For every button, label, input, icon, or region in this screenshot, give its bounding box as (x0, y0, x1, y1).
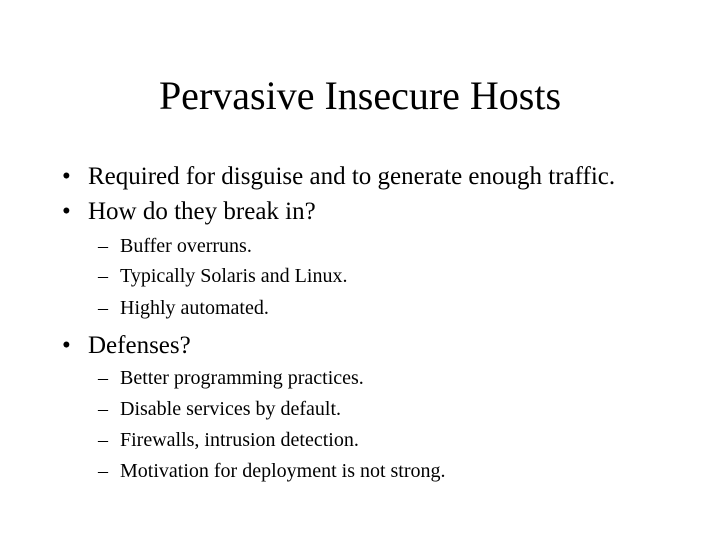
dash-marker: – (98, 265, 108, 287)
sub-bullet-text: Motivation for deployment is not strong. (120, 460, 446, 482)
dash-marker: – (98, 367, 108, 389)
dash-marker: – (98, 297, 108, 319)
sub-bullet-text: Firewalls, intrusion detection. (120, 429, 359, 451)
slide-title-text: Pervasive Insecure Hosts (158, 73, 562, 118)
slide-title (0, 70, 720, 122)
bullet-text: How do they break in? (88, 198, 316, 225)
sub-bullet-text: Better programming practices. (120, 367, 364, 389)
dash-marker: – (98, 429, 108, 451)
sub-bullet-text: Disable services by default. (120, 398, 342, 420)
dash-marker: – (98, 398, 108, 420)
dash-marker: – (98, 460, 108, 482)
bullet-marker: • (62, 198, 71, 225)
dash-marker: – (98, 235, 108, 257)
bullet-marker: • (62, 332, 71, 359)
bullet-text: Defenses? (88, 332, 191, 359)
bullet-marker: • (62, 163, 71, 190)
sub-bullet-text: Buffer overruns. (120, 235, 252, 257)
sub-bullet-text: Highly automated. (120, 297, 269, 319)
sub-bullet-text: Typically Solaris and Linux. (120, 265, 348, 287)
bullet-text: Required for disguise and to generate enough traffic. (88, 163, 616, 190)
